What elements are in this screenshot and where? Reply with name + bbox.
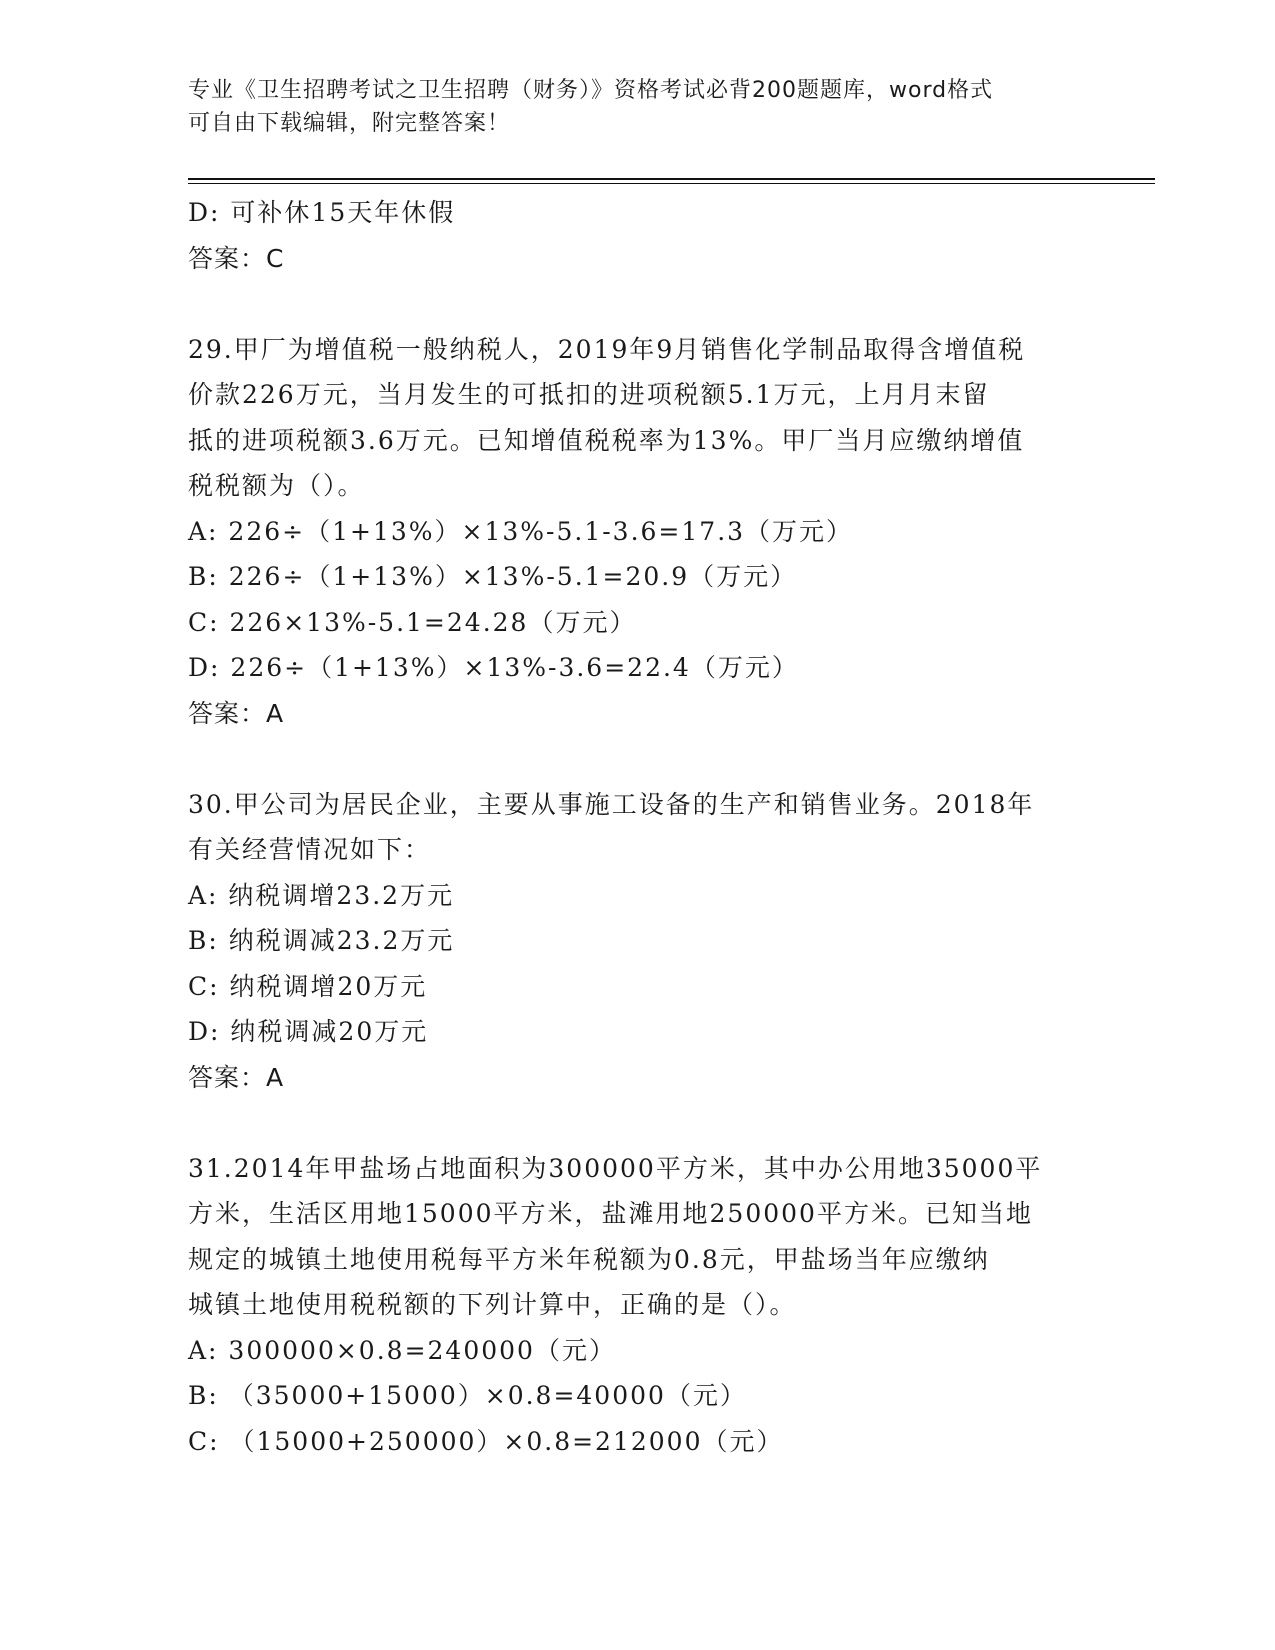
question-stem-line: 29.甲厂为增值税一般纳税人，2019年9月销售化学制品取得含增值税	[188, 334, 1026, 364]
option-c: C: 纳税调增20万元	[188, 971, 428, 1001]
answer-label: 答案：A	[188, 698, 285, 728]
option-d: D: 226÷（1+13%）×13%-3.6=22.4（万元）	[188, 653, 799, 682]
question-29	[188, 327, 1088, 737]
header-rule-thin	[188, 183, 1155, 184]
option-b: B: （35000+15000）×0.8=40000（元）	[188, 1381, 747, 1410]
answer-label: 答案：C	[188, 243, 285, 273]
question-stem-line: 价款226万元，当月发生的可抵扣的进项税额5.1万元，上月月末留	[188, 380, 990, 409]
option-c: C: （15000+250000）×0.8=212000（元）	[188, 1426, 784, 1456]
option-c: C: 226×13%-5.1=24.28（万元）	[188, 607, 637, 637]
option-a: A: 300000×0.8=240000（元）	[188, 1335, 616, 1365]
question-stem-line: 城镇土地使用税税额的下列计算中，正确的是（）。	[188, 1290, 797, 1319]
option-a: A: 226÷（1+13%）×13%-5.1-3.6=17.3（万元）	[188, 516, 854, 546]
option-b: B: 226÷（1+13%）×13%-5.1=20.9（万元）	[188, 562, 798, 591]
header-rule-thick	[188, 178, 1155, 180]
answer-label: 答案：A	[188, 1062, 285, 1092]
question-stem-line: 税税额为（）。	[188, 471, 365, 500]
previous-question-tail	[188, 190, 1088, 281]
question-stem-line: 方米，生活区用地15000平方米，盐滩用地250000平方米。已知当地	[188, 1199, 1033, 1228]
question-30	[188, 782, 1088, 1101]
header-line-1: 专业《卫生招聘考试之卫生招聘（财务）》资格考试必背200题题库，word格式	[188, 78, 994, 103]
option-a: A: 纳税调增23.2万元	[188, 880, 455, 910]
question-stem-line: 30.甲公司为居民企业，主要从事施工设备的生产和销售业务。2018年	[188, 789, 1035, 819]
option-d: D: 可补休15天年休假	[188, 198, 456, 227]
question-content	[188, 190, 1088, 1464]
question-stem-line: 抵的进项税额3.6万元。已知增值税税率为13%。甲厂当月应缴纳增值	[188, 425, 1025, 455]
option-d: D: 纳税调减20万元	[188, 1017, 429, 1046]
question-stem-line: 31.2014年甲盐场占地面积为300000平方米，其中办公用地35000平	[188, 1153, 1043, 1183]
option-b: B: 纳税调减23.2万元	[188, 926, 455, 955]
header-line-2: 可自由下载编辑，附完整答案！	[188, 111, 511, 136]
question-31	[188, 1146, 1088, 1465]
document-header	[188, 74, 1068, 140]
question-stem-line: 规定的城镇土地使用税每平方米年税额为0.8元，甲盐场当年应缴纳	[188, 1244, 990, 1274]
question-stem-line: 有关经营情况如下：	[188, 835, 432, 864]
